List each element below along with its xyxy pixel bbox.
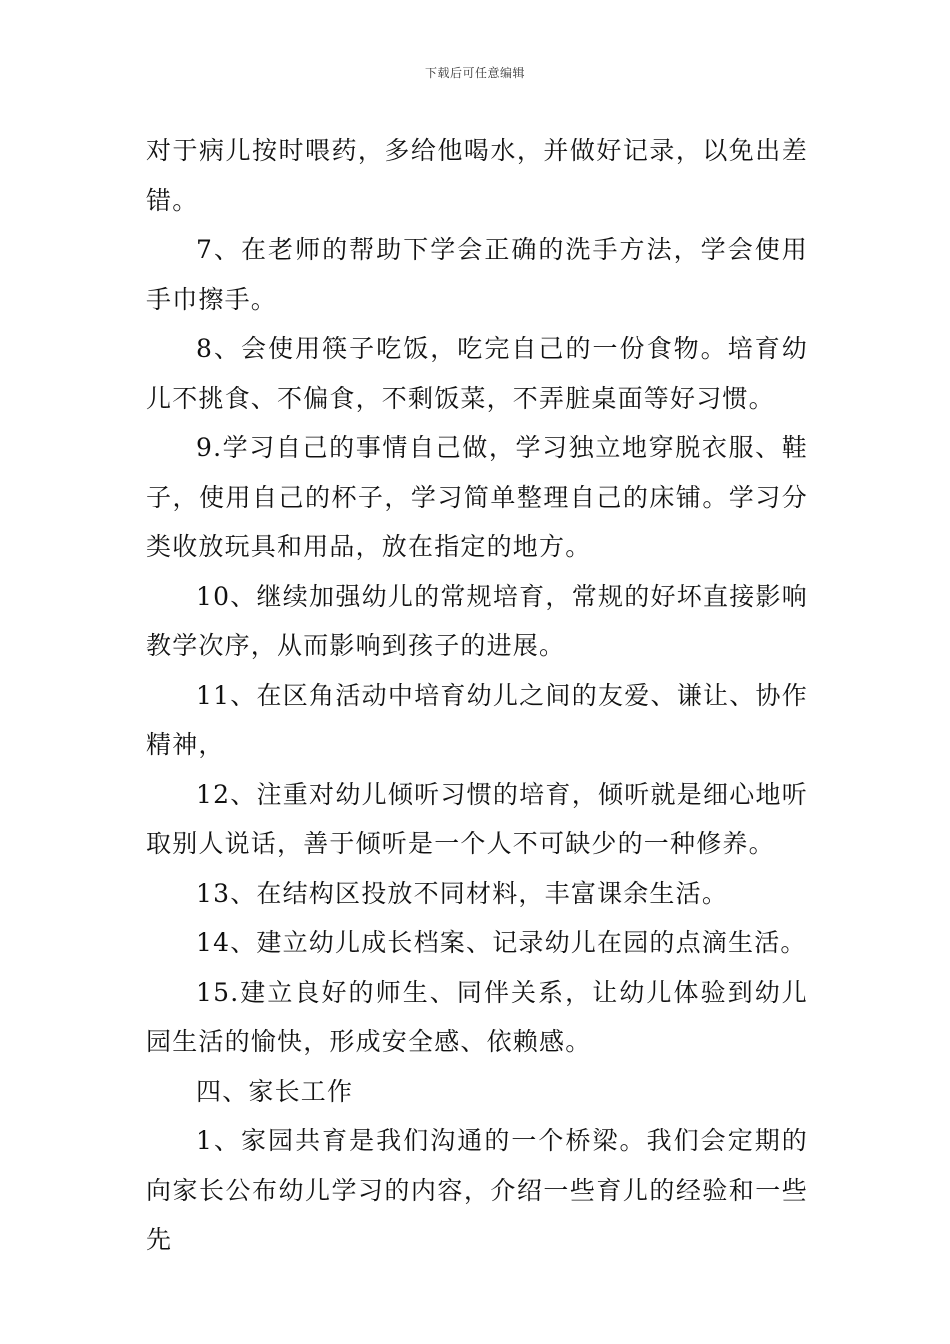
page-header: 下载后可任意编辑 <box>424 66 525 80</box>
paragraph-item-10: 10、继续加强幼儿的常规培育，常规的好坏直接影响教学次序，从而影响到孩子的进展。 <box>146 581 808 660</box>
paragraph-item-9: 9.学习自己的事情自己做，学习独立地穿脱衣服、鞋子，使用自己的杯子，学习简单整理自己的床铺。学习分类收放玩具和用品，放在指定的地方。 <box>146 433 808 561</box>
paragraph-item-7: 7、在老师的帮助下学会正确的洗手方法，学会使用手巾擦手。 <box>146 235 808 314</box>
paragraph-item-13: 13、在结构区投放不同材料，丰富课余生活。 <box>196 878 729 908</box>
paragraph-item-11: 11、在区角活动中培育幼儿之间的友爱、谦让、协作精神， <box>146 680 808 759</box>
paragraph-parent-item-1: 1、家园共育是我们沟通的一个桥梁。我们会定期的向家长公布幼儿学习的内容，介绍一些育儿的经验和一些先 <box>146 1126 808 1254</box>
paragraph-item-15: 15.建立良好的师生、同伴关系，让幼儿体验到幼儿园生活的愉快，形成安全感、依赖感。 <box>146 977 808 1056</box>
paragraph-item-14: 14、建立幼儿成长档案、记录幼儿在园的点滴生活。 <box>196 928 807 957</box>
section-heading-parent-work: 四、家长工作 <box>196 1076 354 1106</box>
paragraph-1: 对于病儿按时喂药，多给他喝水，并做好记录，以免出差错。 <box>146 136 808 215</box>
paragraph-item-8: 8、会使用筷子吃饭，吃完自己的一份食物。培育幼儿不挑食、不偏食，不剩饭菜，不弄脏桌面等好习惯。 <box>146 334 808 413</box>
paragraph-item-12: 12、注重对幼儿倾听习惯的培育，倾听就是细心地听取别人说话，善于倾听是一个人不可缺少的一种修养。 <box>146 779 808 858</box>
document-body <box>146 126 808 1265</box>
